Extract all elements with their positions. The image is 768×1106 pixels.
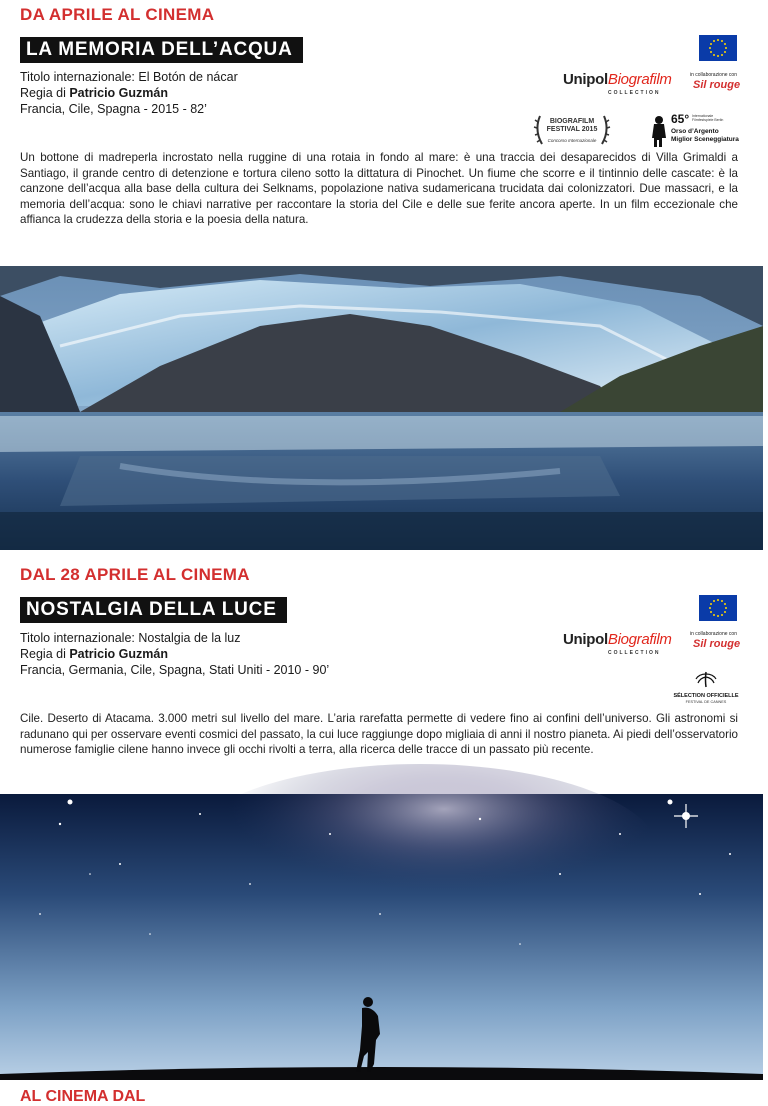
intl-title: Nostalgia de la luz: [138, 631, 241, 645]
berlin-award2: Miglior Sceneggiatura: [671, 136, 739, 143]
international-title-line: [20, 69, 238, 85]
concorso-text: Concorso Internazionale: [547, 138, 597, 143]
film-info: [20, 69, 238, 117]
release-date-heading: DA APRILE AL CINEMA: [20, 5, 215, 24]
film-synopsis: Cile. Deserto di Atacama. 3.000 metri sul livello del mare. L’aria rarefatta permette di vedere fino ai confini dell’universo. Gli astronomi si radunano qui per osservare eventi cosmici del passato, la cui luce raggiunge dopo migliaia di anni il nostro pianeta. Ai piedi dell’osservatorio numerose famiglie cilene hanno invece gli occhi rivolti a terra, alla ricerca delle tracce di un passato più recente.: [20, 712, 738, 757]
berlin-award: Orso d’Argento: [671, 128, 719, 135]
film-section-2: [0, 550, 768, 1080]
cannes-text-2: FESTIVAL DE CANNES: [685, 700, 727, 704]
biografilm-text: Biografilm: [607, 631, 672, 648]
intl-prefix: Titolo internazionale:: [20, 70, 139, 84]
film-title: LA MEMORIA DELL’ACQUA: [20, 37, 303, 63]
palm-icon: [693, 670, 719, 688]
intl-prefix: Titolo internazionale:: [20, 631, 139, 645]
unipol-text: Unipol: [563, 631, 608, 648]
unipol-text: Unipol: [563, 71, 608, 88]
silouette-logo: Sil rouge: [693, 638, 741, 650]
biografilm-festival-text: BIOGRAFILM FESTIVAL 2015: [546, 118, 598, 133]
eu-flag-icon: [699, 35, 737, 61]
berlinale-award-logo: [650, 112, 746, 152]
bear-icon: [650, 114, 668, 148]
film-title: NOSTALGIA DELLA LUCE: [20, 597, 287, 623]
film-info: [20, 630, 329, 678]
origin-line: Francia, Cile, Spagna - 2015 - 82’: [20, 102, 207, 116]
director-prefix: Regia di: [20, 86, 70, 100]
collection-text: COLLECTION: [608, 90, 661, 96]
unipol-biografilm-logo: [563, 71, 672, 88]
cannes-selection-logo: [668, 670, 744, 710]
director-name: Patricio Guzmán: [69, 647, 168, 661]
unipol-biografilm-logo: [563, 631, 672, 648]
film-synopsis: Un bottone di madreperla incrostato nella ruggine di una rotaia in fondo al mare: è una traccia dei desaparecidos di Villa Grimaldi a Santiago, il grande centro di detenzione e tortura cileno sotto la dittatura di Pinochet. Un fiume che scorre e il tintinnio delle cascate: è la canzone dell’acqua alla base della cultura dei Selknams, popolazione nativa sudamericana trucidata dai colonizzatori. Due massacri, e la memoria dell’acqua: sono le chiavi narrative per raccontare la storia del Cile e delle sue ferite ancora aperte. In un film eccezionale che affianca la crudezza della storia e la poesia della natura.: [20, 151, 738, 227]
director-prefix: Regia di: [20, 647, 70, 661]
origin-line: Francia, Germania, Cile, Spagna, Stati Uniti - 2010 - 90’: [20, 663, 330, 677]
international-title-line: [20, 630, 329, 646]
eu-flag-icon: [699, 595, 737, 621]
film-section-1: [0, 0, 768, 550]
collab-text: in collaborazione con: [690, 72, 737, 78]
silouette-logo: Sil rouge: [693, 79, 741, 91]
intl-title: El Botón de nácar: [138, 70, 238, 84]
next-section-heading: AL CINEMA DAL: [20, 1088, 146, 1105]
biografilm-text: Biografilm: [607, 71, 672, 88]
berlin-sub: Internationale Filmfestspiele Berlin: [692, 114, 724, 122]
collection-text: COLLECTION: [608, 650, 661, 656]
cannes-text-1: SÉLECTION OFFICIELLE: [673, 693, 739, 699]
starry-sky-photo: [0, 794, 763, 1080]
release-date-heading: DAL 28 APRILE AL CINEMA: [20, 565, 250, 584]
biografilm-festival-laurel: [532, 112, 612, 148]
glacier-photo: [0, 266, 763, 550]
director-line: [20, 646, 329, 662]
director-line: [20, 85, 238, 101]
berlin-number: 65°: [671, 112, 690, 126]
collab-text: in collaborazione con: [690, 631, 737, 637]
director-name: Patricio Guzmán: [69, 86, 168, 100]
